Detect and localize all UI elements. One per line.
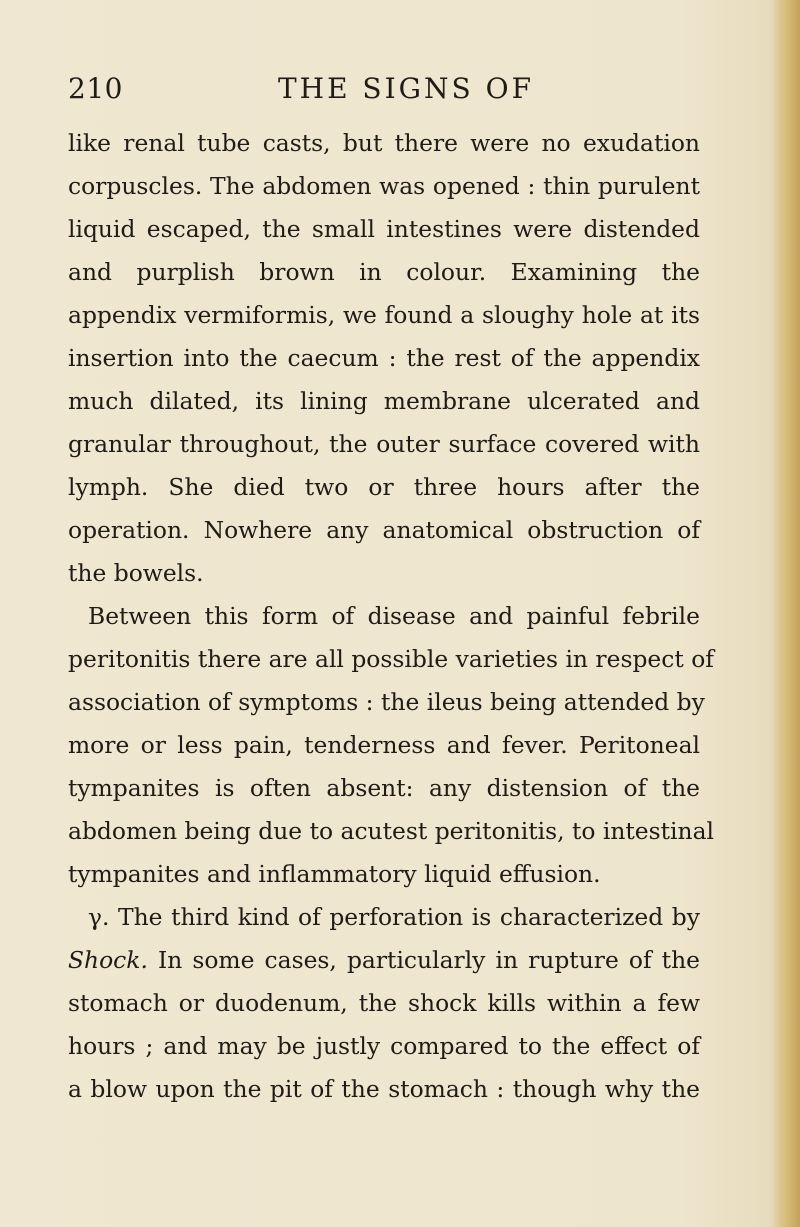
- text-line: tympanites is often absent: any distension of the: [68, 774, 700, 802]
- text-line: γ. The third kind of perforation is characterized by: [88, 903, 700, 931]
- text-line: and purplish brown in colour. Examining the: [68, 258, 700, 286]
- text-line: Between this form of disease and painful febrile: [88, 602, 700, 630]
- text-line: a blow upon the pit of the stomach : though why the: [68, 1075, 700, 1103]
- text-line: liquid escaped, the small intestines were distended: [68, 215, 700, 243]
- text-run: In some cases, particularly in rupture of the: [157, 946, 700, 974]
- italic-term: Shock.: [68, 946, 148, 974]
- page-number: 210: [68, 72, 123, 105]
- text-line-with-italic: [68, 939, 700, 982]
- text-line: like renal tube casts, but there were no exudation: [68, 129, 700, 157]
- text-line: abdomen being due to acutest peritonitis, to intestinal: [68, 817, 715, 845]
- text-line: corpuscles. The abdomen was opened : thin purulent: [68, 172, 700, 200]
- text-line: hours ; and may be justly compared to the effect of: [68, 1032, 700, 1060]
- text-line: lymph. She died two or three hours after the: [68, 473, 700, 501]
- text-line: the bowels.: [68, 559, 204, 587]
- running-head: THE SIGNS OF: [278, 72, 535, 105]
- text-line: granular throughout, the outer surface covered with: [68, 430, 700, 458]
- text-line: much dilated, its lining membrane ulcerated and: [68, 387, 700, 415]
- text-line: operation. Nowhere any anatomical obstruction of: [68, 516, 700, 544]
- text-line: insertion into the caecum : the rest of the appendix: [68, 344, 700, 372]
- body-text: [68, 122, 715, 1111]
- text-line: appendix vermiformis, we found a sloughy hole at its: [68, 301, 700, 329]
- text-line: association of symptoms : the ileus being attended by: [68, 688, 705, 716]
- text-line: peritonitis there are all possible varieties in respect of: [68, 645, 714, 673]
- page-header: [68, 72, 708, 112]
- text-line: more or less pain, tenderness and fever. Peritoneal: [68, 731, 700, 759]
- text-line: stomach or duodenum, the shock kills within a few: [68, 989, 700, 1017]
- text-line: tympanites and inflammatory liquid effusion.: [68, 860, 601, 888]
- page-edge-shading: [772, 0, 800, 1227]
